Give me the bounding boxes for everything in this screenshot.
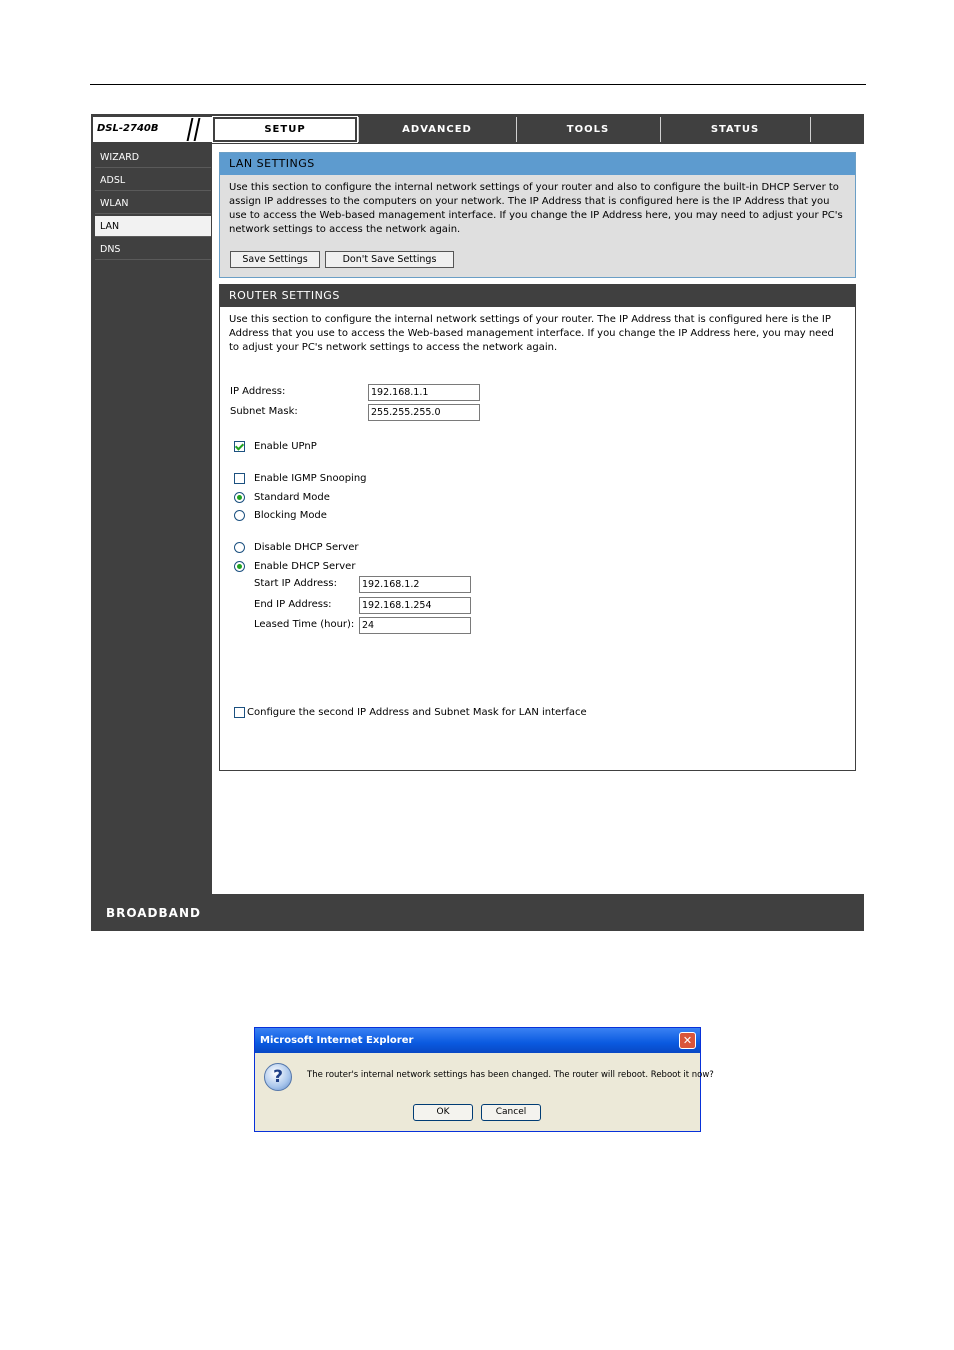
start-ip-input[interactable]: 192.168.1.2	[359, 576, 471, 593]
lan-settings-panel	[219, 152, 856, 278]
page-top-rule	[90, 84, 866, 85]
lan-settings-description: Use this section to configure the internal network settings of your router and also to configure the built-in DHCP Server to assign IP addresses to the computers on your network. The IP Address that is configured here is the IP Address that you use to access the Web-based management interface. If you change the IP Address here, you may need to adjust your PC's network settings to access the network again.	[229, 182, 843, 235]
cancel-button[interactable]: Cancel	[481, 1104, 541, 1121]
dialog-message: The router's internal network settings has been changed. The router will reboot. Reboot it now?	[307, 1070, 714, 1080]
logo-slash-icon	[187, 118, 194, 141]
enable-upnp-label: Enable UPnP	[254, 441, 317, 452]
tab-advanced[interactable]: ADVANCED	[358, 117, 515, 142]
sidebar	[93, 144, 211, 894]
model-logo	[93, 117, 212, 142]
standard-mode-label: Standard Mode	[254, 492, 330, 503]
enable-upnp-checkbox[interactable]	[234, 441, 245, 452]
tab-setup[interactable]: SETUP	[213, 117, 357, 142]
sidebar-item-adsl[interactable]: ADSL	[95, 170, 211, 191]
sidebar-item-wizard[interactable]: WIZARD	[95, 147, 211, 168]
enable-igmp-label: Enable IGMP Snooping	[254, 473, 367, 484]
disable-dhcp-radio[interactable]	[234, 542, 245, 553]
tab-status[interactable]: STATUS	[660, 117, 809, 142]
sidebar-item-lan[interactable]: LAN	[95, 216, 211, 237]
tab-spacer	[810, 117, 862, 142]
lease-time-label: Leased Time (hour):	[254, 619, 355, 630]
router-settings-panel	[219, 284, 856, 771]
enable-dhcp-radio[interactable]	[234, 561, 245, 572]
tab-tools[interactable]: TOOLS	[516, 117, 659, 142]
footer-bar	[93, 896, 864, 930]
subnet-mask-label: Subnet Mask:	[230, 406, 298, 417]
second-ip-checkbox[interactable]	[234, 707, 245, 718]
confirm-dialog	[254, 1027, 714, 1132]
start-ip-label: Start IP Address:	[254, 578, 337, 589]
router-settings-description: Use this section to configure the internal network settings of your router. The IP Address that is configured here is the IP Address that you use to access the Web-based management interface. If you change the IP Address here, you may need to adjust your PC's network settings to access the network again.	[229, 314, 834, 353]
ip-address-label: IP Address:	[230, 386, 286, 397]
blocking-mode-label: Blocking Mode	[254, 510, 327, 521]
subnet-mask-input[interactable]: 255.255.255.0	[368, 404, 480, 421]
close-icon[interactable]: ✕	[679, 1032, 696, 1049]
standard-mode-radio[interactable]	[234, 492, 245, 503]
dont-save-settings-button[interactable]: Don't Save Settings	[325, 251, 454, 268]
second-ip-label: Configure the second IP Address and Subnet Mask for LAN interface	[247, 707, 587, 718]
ip-address-input[interactable]: 192.168.1.1	[368, 384, 480, 401]
save-settings-button[interactable]: Save Settings	[230, 251, 320, 268]
ok-button[interactable]: OK	[413, 1104, 473, 1121]
sidebar-item-dns[interactable]: DNS	[95, 239, 211, 260]
lease-time-input[interactable]: 24	[359, 617, 471, 634]
lan-settings-title: LAN SETTINGS	[220, 153, 855, 175]
enable-dhcp-label: Enable DHCP Server	[254, 561, 356, 572]
router-settings-title: ROUTER SETTINGS	[220, 285, 855, 307]
end-ip-input[interactable]: 192.168.1.254	[359, 597, 471, 614]
dialog-title: Microsoft Internet Explorer	[255, 1028, 700, 1053]
end-ip-label: End IP Address:	[254, 599, 332, 610]
enable-igmp-checkbox[interactable]	[234, 473, 245, 484]
sidebar-item-wlan[interactable]: WLAN	[95, 193, 211, 214]
question-icon: ?	[264, 1063, 292, 1091]
blocking-mode-radio[interactable]	[234, 510, 245, 521]
logo-slash-icon	[194, 118, 201, 141]
model-name: DSL-2740B	[97, 123, 159, 134]
disable-dhcp-label: Disable DHCP Server	[254, 542, 359, 553]
footer-brand: BROADBAND	[106, 906, 201, 920]
